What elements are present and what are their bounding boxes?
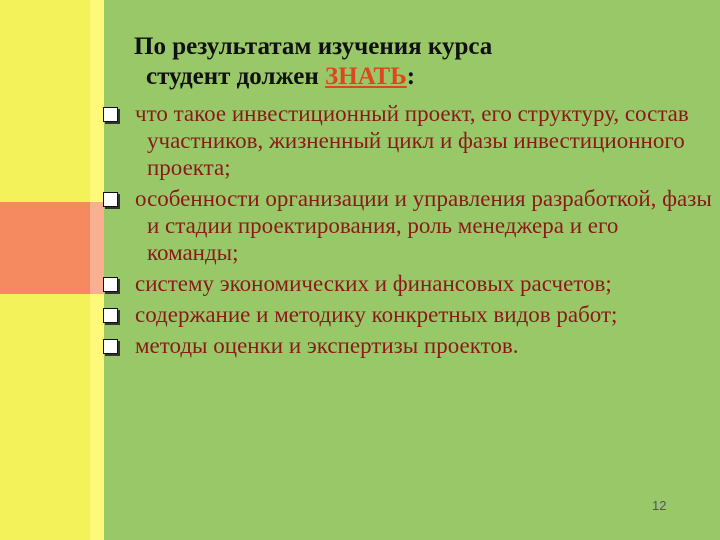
bullet-text: методы оценки и экспертизы проектов. — [135, 333, 519, 358]
orange-decoration-edge — [90, 202, 104, 294]
slide-heading — [120, 32, 680, 92]
bullet-text: содержание и методику конкретных видов работ; — [135, 302, 618, 327]
heading-accent-word: ЗНАТЬ — [325, 63, 407, 90]
heading-colon: : — [406, 63, 416, 90]
checkbox-square-icon — [103, 277, 118, 292]
list-item — [103, 332, 713, 359]
bullet-list — [103, 100, 713, 363]
heading-line-2 — [120, 62, 680, 92]
heading-line-2-text: студент должен — [146, 63, 326, 90]
bullet-text: систему экономических и финансовых расчетов; — [135, 271, 612, 296]
page-number: 12 — [652, 498, 667, 513]
list-item — [103, 185, 713, 266]
checkbox-square-icon — [103, 308, 118, 323]
orange-decoration — [0, 202, 96, 294]
checkbox-square-icon — [103, 192, 118, 207]
checkbox-square-icon — [103, 339, 118, 354]
bullet-text: особенности организации и управления разработкой, фазы и стадии проектирования, роль менеджера и его команды; — [135, 186, 712, 265]
heading-line-1: По результатам изучения курса — [134, 33, 493, 60]
list-item — [103, 100, 713, 181]
checkbox-square-icon — [103, 107, 118, 122]
list-item — [103, 270, 713, 297]
list-item — [103, 301, 713, 328]
bullet-text: что такое инвестиционный проект, его структуру, состав участников, жизненный цикл и фазы инвестиционного проекта; — [135, 101, 689, 180]
